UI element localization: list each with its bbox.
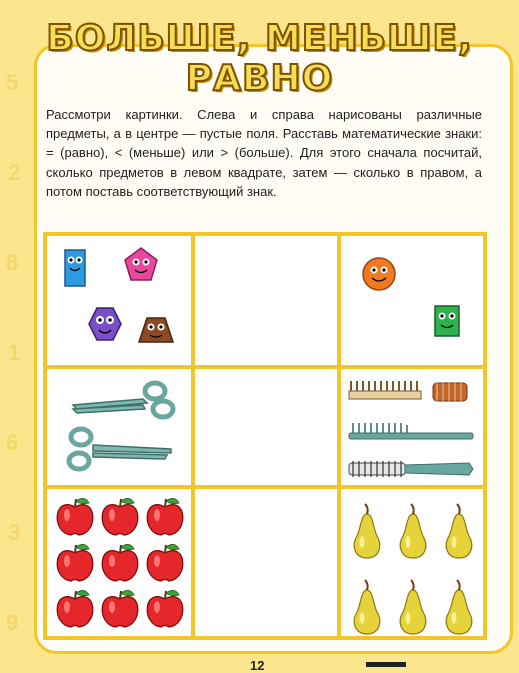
pear-icon	[400, 504, 426, 558]
comb-icon	[349, 381, 421, 399]
row2-answer-field[interactable]	[195, 369, 337, 485]
pear-icon	[354, 504, 380, 558]
blue-rectangle-figure	[65, 250, 85, 286]
hair-roller-icon	[433, 383, 467, 401]
apple-icon	[147, 590, 183, 627]
hair-brush-icon	[349, 461, 473, 477]
row3-right-cell	[341, 489, 483, 640]
apple-icon	[57, 590, 93, 627]
purple-hexagon-figure	[89, 308, 121, 340]
apple-icon	[102, 498, 138, 535]
orange-circle-figure	[363, 258, 395, 290]
row3-answer-field[interactable]	[195, 489, 337, 640]
apple-icon	[147, 544, 183, 581]
footer-bar	[366, 662, 406, 667]
apple-icon	[57, 544, 93, 581]
page-title-line-1: БОЛЬШЕ, МЕНЬШЕ,	[46, 18, 473, 59]
instructions-text: Рассмотри картинки. Слева и справа нарисованы различные предметы, а в центре — пустые поля. Расставь математические знаки: = (равно), < (меньше) или > (больше). Для этого сначала посчитай, сколько предметов в левом квадрате, затем — сколько в правом, а потом поставь соответствующий знак.	[46, 107, 482, 199]
pink-pentagon-figure	[125, 248, 157, 280]
apple-icon	[147, 498, 183, 535]
scissors-icon	[69, 429, 171, 469]
row1-left-cell	[47, 236, 191, 365]
brown-trapezoid-figure	[139, 318, 173, 342]
apple-icon	[102, 590, 138, 627]
page-number: 12	[250, 658, 265, 673]
row2-right-cell	[341, 369, 483, 485]
row1-right-cell	[341, 236, 483, 365]
pear-icon	[400, 580, 426, 634]
pear-icon	[446, 580, 472, 634]
comparison-grid	[43, 232, 487, 640]
row2-left-cell	[47, 369, 191, 485]
apple-icon	[102, 544, 138, 581]
comb-icon	[349, 423, 473, 439]
background-pattern: 5 2 8 1 6 3 9	[6, 70, 21, 635]
page-title-line-2: РАВНО	[185, 58, 334, 99]
pear-icon	[354, 580, 380, 634]
pear-icon	[446, 504, 472, 558]
apple-icon	[57, 498, 93, 535]
row3-left-cell	[47, 489, 191, 640]
row1-answer-field[interactable]	[195, 236, 337, 365]
green-square-figure	[435, 306, 459, 336]
scissors-icon	[73, 383, 173, 417]
